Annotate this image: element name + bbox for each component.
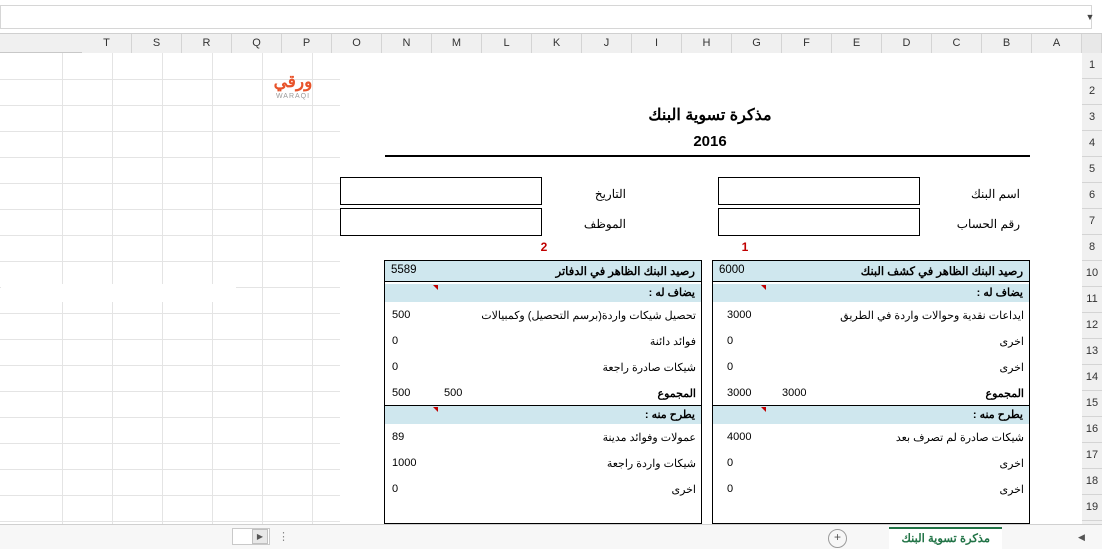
row-header-3[interactable]: 3 <box>1082 105 1102 131</box>
panel-header-value: 6000 <box>719 264 745 276</box>
row-label-bk-total: المجموع <box>657 388 696 400</box>
column-header-g[interactable]: G <box>732 34 782 53</box>
column-header-m[interactable]: M <box>432 34 482 53</box>
row-label-bs-add-2: اخرى <box>999 336 1024 348</box>
column-header-row <box>0 34 1102 53</box>
row-value-bk-add-3: 0 <box>392 361 399 373</box>
row-label-bk-add-1: تحصيل شيكات واردة(برسم التحصيل) وكمبيالات <box>481 310 696 322</box>
row-value-bk-add-1: 500 <box>392 309 411 321</box>
comment-indicator <box>761 285 766 290</box>
column-header-b[interactable]: B <box>982 34 1032 53</box>
column-header-p[interactable]: P <box>282 34 332 53</box>
row-value-bk-total-1: 500 <box>444 387 463 399</box>
row-label-bs-sub-1: شيكات صادرة لم تصرف بعد <box>895 432 1024 444</box>
column-header-q[interactable]: Q <box>232 34 282 53</box>
row-header-17[interactable]: 17 <box>1082 443 1102 469</box>
plus-circle-icon[interactable]: + <box>828 529 847 548</box>
column-header-t[interactable]: T <box>82 34 132 53</box>
field-input-employee[interactable] <box>340 208 542 236</box>
row-header-5[interactable]: 5 <box>1082 157 1102 183</box>
section-add-label: يضاف له : <box>976 287 1023 299</box>
column-header-j[interactable]: J <box>582 34 632 53</box>
column-header-a[interactable]: A <box>1032 34 1082 53</box>
logo-mark: ورقي <box>273 71 313 91</box>
field-label-date: التاريخ <box>594 187 626 201</box>
row-header-15[interactable]: 15 <box>1082 391 1102 417</box>
row-value-bk-sub-3: 0 <box>392 483 399 495</box>
formula-input[interactable] <box>0 5 1092 29</box>
marker-2: 2 <box>540 240 548 254</box>
row-value-bk-add-2: 0 <box>392 335 399 347</box>
row-value-bs-sub-3: 0 <box>727 483 734 495</box>
row-header-2[interactable]: 2 <box>1082 79 1102 105</box>
row-header-6[interactable]: 6 <box>1082 183 1102 209</box>
chevron-down-icon[interactable]: ▼ <box>1085 12 1095 22</box>
row-label-bk-add-3: شيكات صادرة راجعة <box>602 362 696 374</box>
column-header-d[interactable]: D <box>882 34 932 53</box>
comment-indicator <box>761 407 766 412</box>
row-header-14[interactable]: 14 <box>1082 365 1102 391</box>
document-title: مذكرة تسوية البنك <box>648 107 772 124</box>
chevron-left-icon[interactable]: ◀ <box>1078 532 1085 542</box>
row-value-bk-sub-2: 1000 <box>392 457 417 469</box>
row-header-16[interactable]: 16 <box>1082 417 1102 443</box>
logo-subtitle: WARAQI <box>275 92 311 100</box>
section-subtract-label: يطرح منه : <box>972 409 1023 421</box>
row-value-bk-total-2: 500 <box>392 387 411 399</box>
row-value-bs-add-3: 0 <box>727 361 734 373</box>
column-header-i[interactable]: I <box>632 34 682 53</box>
panel-header-bank-statement <box>712 260 1030 282</box>
comment-indicator <box>433 407 438 412</box>
sheet-tab-bank-reconciliation[interactable]: مذكرة تسوية البنك <box>889 527 1002 549</box>
column-header-c[interactable]: C <box>932 34 982 53</box>
worksheet-grid[interactable] <box>0 53 1082 524</box>
panel-header-books <box>384 260 702 282</box>
column-header-s[interactable]: S <box>132 34 182 53</box>
panel-header-label: رصيد البنك الظاهر في كشف البنك <box>860 266 1023 278</box>
row-header-4[interactable]: 4 <box>1082 131 1102 157</box>
row-header-7[interactable]: 7 <box>1082 209 1102 235</box>
row-header-13[interactable]: 13 <box>1082 339 1102 365</box>
document-year: 2016 <box>693 133 727 150</box>
field-label-account-number: رقم الحساب <box>956 217 1020 231</box>
row-header-19[interactable]: 19 <box>1082 495 1102 521</box>
column-header-o[interactable]: O <box>332 34 382 53</box>
row-label-bk-add-2: فوائد دائنة <box>649 336 696 348</box>
field-input-date[interactable] <box>340 177 542 205</box>
column-header-e[interactable]: E <box>832 34 882 53</box>
column-header-l[interactable]: L <box>482 34 532 53</box>
row-header-18[interactable]: 18 <box>1082 469 1102 495</box>
row-value-bs-sub-1: 4000 <box>727 431 752 443</box>
formula-bar <box>0 0 1102 34</box>
row-value-bs-add-1: 3000 <box>727 309 752 321</box>
row-value-bk-sub-1: 89 <box>392 431 405 443</box>
title-divider <box>385 155 1030 157</box>
row-label-bs-sub-2: اخرى <box>999 458 1024 470</box>
row-label-bs-total: المجموع <box>985 388 1024 400</box>
row-label-bk-sub-3: اخرى <box>671 484 696 496</box>
column-header-h[interactable]: H <box>682 34 732 53</box>
row-header-12[interactable]: 12 <box>1082 313 1102 339</box>
sheet-tab-bar <box>0 524 1102 549</box>
section-subtract-label: يطرح منه : <box>644 409 695 421</box>
field-input-account-number[interactable] <box>718 208 920 236</box>
field-label-employee: الموظف <box>583 217 626 231</box>
column-header-f[interactable]: F <box>782 34 832 53</box>
panel-header-value: 5589 <box>391 264 417 276</box>
row-header-column <box>1082 53 1102 524</box>
row-label-bk-sub-1: عمولات وفوائد مدينة <box>602 432 696 444</box>
panel-header-label: رصيد البنك الظاهر في الدفاتر <box>555 266 695 278</box>
row-label-bk-sub-2: شيكات واردة راجعة <box>606 458 696 470</box>
column-header-k[interactable]: K <box>532 34 582 53</box>
row-label-bs-sub-3: اخرى <box>999 484 1024 496</box>
row-label-bs-add-3: اخرى <box>999 362 1024 374</box>
select-all-corner[interactable] <box>1082 34 1102 53</box>
row-value-bs-sub-2: 0 <box>727 457 734 469</box>
marker-1: 1 <box>741 240 749 254</box>
row-header-8[interactable]: 8 <box>1082 235 1102 261</box>
horizontal-scrollbar-thumb[interactable]: ▶ <box>252 529 268 544</box>
bank-reconciliation-document <box>0 53 1082 524</box>
waraqi-logo <box>248 63 338 109</box>
more-options-icon[interactable]: ⋮ <box>278 531 289 543</box>
row-label-bs-add-1: ايداعات نقدية وحوالات واردة في الطريق <box>840 310 1024 322</box>
comment-indicator <box>433 285 438 290</box>
row-header-11[interactable]: 11 <box>1082 287 1102 313</box>
row-value-bs-add-2: 0 <box>727 335 734 347</box>
field-input-bank-name[interactable] <box>718 177 920 205</box>
row-value-bs-total-1: 3000 <box>782 387 807 399</box>
row-header-1[interactable]: 1 <box>1082 53 1102 79</box>
field-label-bank-name: اسم البنك <box>970 187 1020 201</box>
column-header-r[interactable]: R <box>182 34 232 53</box>
section-add-label: يضاف له : <box>648 287 695 299</box>
column-header-n[interactable]: N <box>382 34 432 53</box>
row-value-bs-total-2: 3000 <box>727 387 752 399</box>
row-header-10[interactable]: 10 <box>1082 261 1102 287</box>
